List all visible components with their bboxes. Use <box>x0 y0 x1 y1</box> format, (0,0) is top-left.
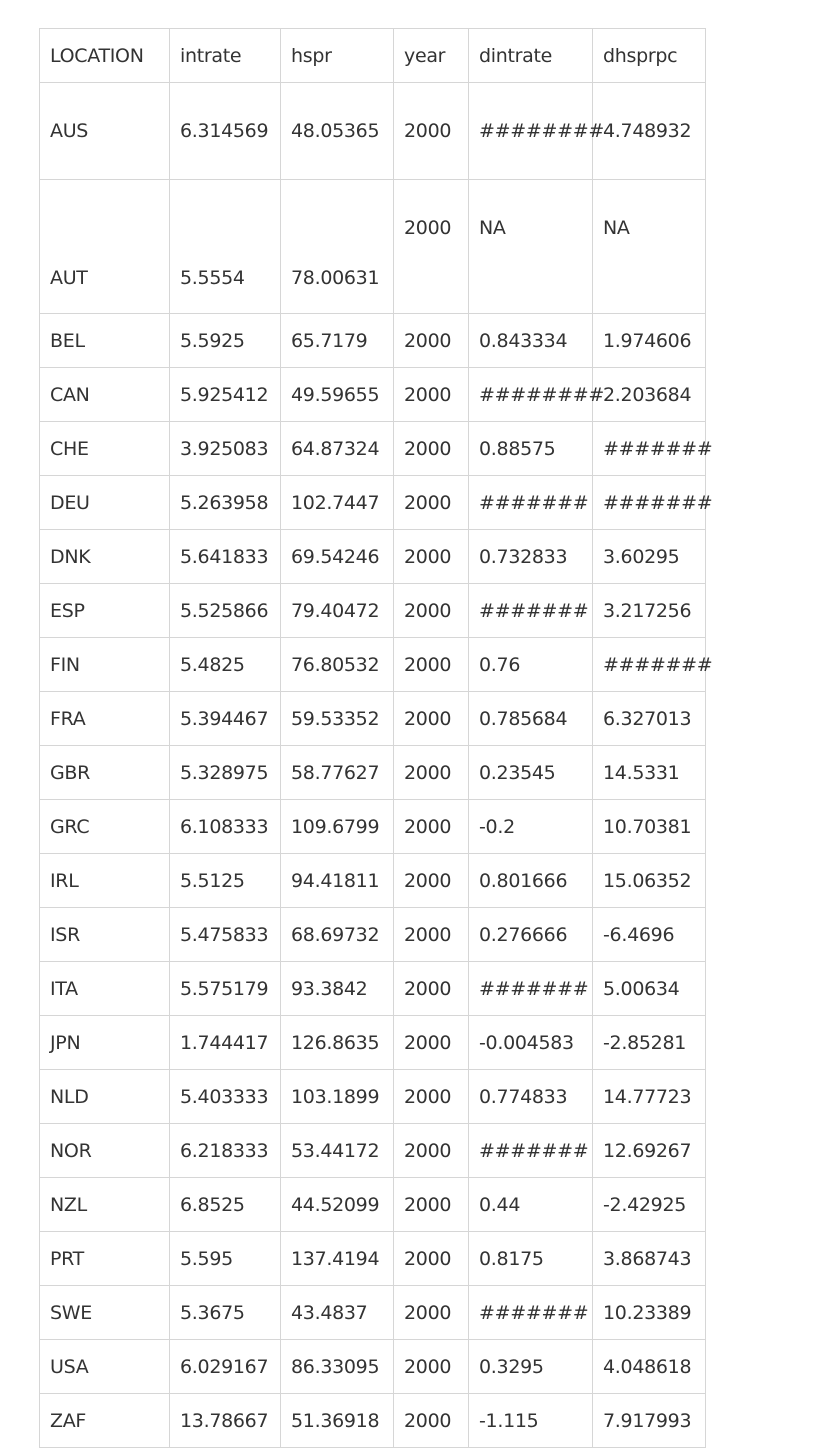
cell-location: FIN <box>40 638 170 692</box>
cell-location: NOR <box>40 1124 170 1178</box>
cell-dhsprpc: 12.69267 <box>593 1124 706 1178</box>
cell-hspr: 93.3842 <box>281 962 394 1016</box>
cell-location: AUT <box>40 180 170 314</box>
cell-dhsprpc: 1.974606 <box>593 314 706 368</box>
cell-hspr: 53.44172 <box>281 1124 394 1178</box>
cell-hspr: 76.80532 <box>281 638 394 692</box>
cell-location: NZL <box>40 1178 170 1232</box>
cell-year: 2000 <box>394 1124 469 1178</box>
cell-dhsprpc: 5.00634 <box>593 962 706 1016</box>
cell-dhsprpc: NA <box>593 180 706 314</box>
cell-intrate: 6.029167 <box>170 1340 281 1394</box>
table-row <box>40 1070 706 1124</box>
cell-intrate: 5.403333 <box>170 1070 281 1124</box>
cell-dintrate: 0.276666 <box>469 908 593 962</box>
cell-year: 2000 <box>394 422 469 476</box>
table-row <box>40 1232 706 1286</box>
cell-intrate: 5.328975 <box>170 746 281 800</box>
cell-year: 2000 <box>394 1394 469 1448</box>
cell-hspr: 68.69732 <box>281 908 394 962</box>
cell-intrate: 5.925412 <box>170 368 281 422</box>
cell-dintrate: 0.76 <box>469 638 593 692</box>
cell-intrate: 5.263958 <box>170 476 281 530</box>
cell-hspr: 79.40472 <box>281 584 394 638</box>
cell-hspr: 109.6799 <box>281 800 394 854</box>
table-row <box>40 1124 706 1178</box>
cell-location: ITA <box>40 962 170 1016</box>
cell-year: 2000 <box>394 638 469 692</box>
cell-year: 2000 <box>394 368 469 422</box>
cell-year: 2000 <box>394 180 469 314</box>
cell-intrate: 5.595 <box>170 1232 281 1286</box>
cell-location: SWE <box>40 1286 170 1340</box>
cell-dintrate: NA <box>469 180 593 314</box>
cell-hspr: 59.53352 <box>281 692 394 746</box>
table-row <box>40 530 706 584</box>
cell-location: PRT <box>40 1232 170 1286</box>
cell-hspr: 43.4837 <box>281 1286 394 1340</box>
cell-intrate: 5.3675 <box>170 1286 281 1340</box>
cell-dintrate: 0.8175 <box>469 1232 593 1286</box>
cell-dintrate: -1.115 <box>469 1394 593 1448</box>
table-body <box>40 29 713 1448</box>
cell-year: 2000 <box>394 908 469 962</box>
table-row <box>40 368 706 422</box>
cell-hspr: 69.54246 <box>281 530 394 584</box>
cell-hspr: 103.1899 <box>281 1070 394 1124</box>
cell-dhsprpc: ####### <box>593 638 706 692</box>
table-row <box>40 1286 706 1340</box>
cell-hspr: 49.59655 <box>281 368 394 422</box>
cell-dintrate: 0.88575 <box>469 422 593 476</box>
cell-intrate: 3.925083 <box>170 422 281 476</box>
cell-hspr: 58.77627 <box>281 746 394 800</box>
cell-dhsprpc: 4.748932 <box>593 83 706 180</box>
cell-hspr: 102.7447 <box>281 476 394 530</box>
cell-dhsprpc: 14.77723 <box>593 1070 706 1124</box>
cell-dhsprpc: 3.60295 <box>593 530 706 584</box>
cell-year: 2000 <box>394 476 469 530</box>
table-row <box>40 1178 706 1232</box>
cell-hspr: 48.05365 <box>281 83 394 180</box>
cell-dhsprpc: 7.917993 <box>593 1394 706 1448</box>
cell-intrate: 5.394467 <box>170 692 281 746</box>
table-row <box>40 638 706 692</box>
cell-dhsprpc: 3.868743 <box>593 1232 706 1286</box>
cell-dintrate: ######## <box>469 83 593 180</box>
cell-intrate: 6.108333 <box>170 800 281 854</box>
cell-dintrate: 0.732833 <box>469 530 593 584</box>
cell-intrate: 5.575179 <box>170 962 281 1016</box>
cell-location: ISR <box>40 908 170 962</box>
cell-dintrate: ####### <box>469 584 593 638</box>
cell-hspr: 126.8635 <box>281 1016 394 1070</box>
cell-year: 2000 <box>394 83 469 180</box>
cell-dintrate: ####### <box>469 962 593 1016</box>
header-cell-location: LOCATION <box>40 29 170 83</box>
cell-hspr: 65.7179 <box>281 314 394 368</box>
cell-hspr: 78.00631 <box>281 180 394 314</box>
cell-dintrate: ####### <box>469 476 593 530</box>
table-row <box>40 1340 706 1394</box>
cell-intrate: 5.5554 <box>170 180 281 314</box>
header-cell-year: year <box>394 29 469 83</box>
cell-hspr: 44.52099 <box>281 1178 394 1232</box>
cell-dhsprpc: -6.4696 <box>593 908 706 962</box>
header-cell-intrate: intrate <box>170 29 281 83</box>
cell-year: 2000 <box>394 314 469 368</box>
cell-dintrate: ####### <box>469 1124 593 1178</box>
cell-year: 2000 <box>394 1070 469 1124</box>
cell-year: 2000 <box>394 530 469 584</box>
cell-year: 2000 <box>394 746 469 800</box>
table-row <box>40 800 706 854</box>
cell-dhsprpc: 4.048618 <box>593 1340 706 1394</box>
cell-location: CAN <box>40 368 170 422</box>
cell-dhsprpc: ####### <box>593 422 706 476</box>
cell-intrate: 5.5125 <box>170 854 281 908</box>
data-table <box>39 28 713 1448</box>
cell-dhsprpc: ####### <box>593 476 706 530</box>
cell-year: 2000 <box>394 1340 469 1394</box>
cell-dhsprpc: 14.5331 <box>593 746 706 800</box>
cell-dhsprpc: 3.217256 <box>593 584 706 638</box>
cell-intrate: 6.314569 <box>170 83 281 180</box>
cell-location: GBR <box>40 746 170 800</box>
cell-year: 2000 <box>394 692 469 746</box>
table-row <box>40 692 706 746</box>
table-row <box>40 422 706 476</box>
cell-intrate: 5.5925 <box>170 314 281 368</box>
table-row <box>40 1394 706 1448</box>
cell-location: ESP <box>40 584 170 638</box>
cell-location: FRA <box>40 692 170 746</box>
table-row <box>40 962 706 1016</box>
cell-year: 2000 <box>394 854 469 908</box>
cell-location: BEL <box>40 314 170 368</box>
cell-dintrate: -0.2 <box>469 800 593 854</box>
cell-location: CHE <box>40 422 170 476</box>
cell-dintrate: 0.3295 <box>469 1340 593 1394</box>
cell-location: AUS <box>40 83 170 180</box>
cell-location: GRC <box>40 800 170 854</box>
cell-intrate: 6.8525 <box>170 1178 281 1232</box>
cell-dhsprpc: 10.70381 <box>593 800 706 854</box>
cell-location: NLD <box>40 1070 170 1124</box>
cell-location: DEU <box>40 476 170 530</box>
cell-intrate: 5.641833 <box>170 530 281 584</box>
header-row <box>40 29 706 83</box>
cell-intrate: 13.78667 <box>170 1394 281 1448</box>
cell-dhsprpc: 2.203684 <box>593 368 706 422</box>
cell-intrate: 5.475833 <box>170 908 281 962</box>
table-row <box>40 314 706 368</box>
cell-year: 2000 <box>394 1286 469 1340</box>
table-row <box>40 1016 706 1070</box>
cell-intrate: 5.525866 <box>170 584 281 638</box>
table-row <box>40 476 706 530</box>
cell-dhsprpc: 10.23389 <box>593 1286 706 1340</box>
table-row <box>40 83 706 180</box>
cell-dintrate: 0.774833 <box>469 1070 593 1124</box>
cell-hspr: 86.33095 <box>281 1340 394 1394</box>
cell-intrate: 6.218333 <box>170 1124 281 1178</box>
header-cell-dhsprpc: dhsprpc <box>593 29 706 83</box>
table-row <box>40 908 706 962</box>
cell-dhsprpc: -2.85281 <box>593 1016 706 1070</box>
header-cell-dintrate: dintrate <box>469 29 593 83</box>
cell-year: 2000 <box>394 962 469 1016</box>
cell-dhsprpc: 15.06352 <box>593 854 706 908</box>
cell-year: 2000 <box>394 800 469 854</box>
cell-intrate: 5.4825 <box>170 638 281 692</box>
cell-hspr: 51.36918 <box>281 1394 394 1448</box>
cell-dhsprpc: 6.327013 <box>593 692 706 746</box>
table-row <box>40 584 706 638</box>
cell-year: 2000 <box>394 1232 469 1286</box>
cell-dintrate: -0.004583 <box>469 1016 593 1070</box>
cell-dhsprpc: -2.42925 <box>593 1178 706 1232</box>
cell-location: IRL <box>40 854 170 908</box>
cell-year: 2000 <box>394 1016 469 1070</box>
cell-intrate: 1.744417 <box>170 1016 281 1070</box>
cell-dintrate: 0.44 <box>469 1178 593 1232</box>
cell-year: 2000 <box>394 584 469 638</box>
cell-hspr: 94.41811 <box>281 854 394 908</box>
cell-location: DNK <box>40 530 170 584</box>
table-row <box>40 180 706 314</box>
table-row <box>40 746 706 800</box>
cell-location: ZAF <box>40 1394 170 1448</box>
cell-dintrate: 0.785684 <box>469 692 593 746</box>
cell-dintrate: 0.23545 <box>469 746 593 800</box>
cell-hspr: 64.87324 <box>281 422 394 476</box>
cell-dintrate: 0.801666 <box>469 854 593 908</box>
cell-location: JPN <box>40 1016 170 1070</box>
cell-location: USA <box>40 1340 170 1394</box>
cell-hspr: 137.4194 <box>281 1232 394 1286</box>
cell-dintrate: ####### <box>469 1286 593 1340</box>
header-cell-hspr: hspr <box>281 29 394 83</box>
cell-dintrate: 0.843334 <box>469 314 593 368</box>
table-row <box>40 854 706 908</box>
cell-dintrate: ######## <box>469 368 593 422</box>
cell-year: 2000 <box>394 1178 469 1232</box>
